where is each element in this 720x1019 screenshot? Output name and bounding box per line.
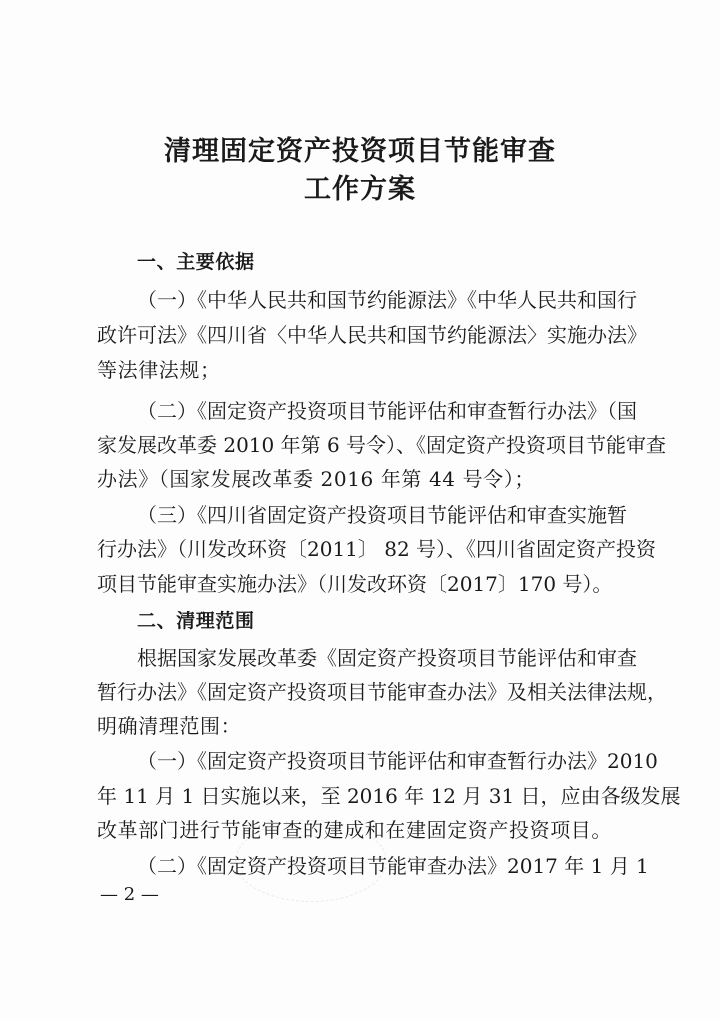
paragraph-line: 家发展改革委 2010 年第 6 号令）、《固定资产投资项目节能审查 [97, 433, 667, 457]
paragraph-line: （三）《四川省固定资产投资项目节能评估和审查实施暂 [137, 503, 627, 527]
paragraph-line: 暂行办法》《固定资产投资项目节能审查办法》及相关法律法规， [97, 680, 667, 704]
paragraph-line: 年 11 月 1 日实施以来，至 2016 年 12 月 31 日，应由各级发展 [97, 784, 681, 808]
paragraph-line: 等法律法规； [97, 358, 221, 382]
paragraph-line: 政许可法》《四川省〈中华人民共和国节约能源法〉实施办法》 [97, 323, 647, 347]
paragraph-line: （一）《中华人民共和国节约能源法》《中华人民共和国行 [137, 288, 637, 312]
faint-stamp-mark [235, 820, 387, 902]
paragraph-line: 明确清理范围： [97, 714, 242, 738]
page-number: — 2 — [100, 884, 159, 905]
paragraph-line: 改革部门进行节能审查的建成和在建固定资产投资项目。 [97, 818, 612, 842]
paragraph-line: （一）《固定资产投资项目节能评估和审查暂行办法》2010 [137, 749, 658, 773]
paragraph-line: 办法》（国家发展改革委 2016 年第 44 号令）； [97, 467, 535, 491]
document-title-line-2: 工作方案 [304, 174, 416, 205]
paragraph-line: （二）《固定资产投资项目节能评估和审查暂行办法》（国 [137, 399, 637, 423]
paragraph-line: 行办法》（川发改环资〔2011〕 82 号）、《四川省固定资产投资 [97, 537, 657, 561]
paragraph-line: 根据国家发展改革委《固定资产投资项目节能评估和审查 [137, 646, 637, 670]
section-heading-basis: 一、主要依据 [137, 251, 255, 273]
paragraph-line: 项目节能审查实施办法》（川发改环资〔2017〕170 号）。 [97, 572, 613, 596]
section-heading-scope: 二、清理范围 [137, 610, 255, 632]
document-title-line-1: 清理固定资产投资项目节能审查 [164, 136, 556, 167]
paragraph-line: （二）《固定资产投资项目节能审查办法》2017 年 1 月 1 [137, 854, 649, 878]
